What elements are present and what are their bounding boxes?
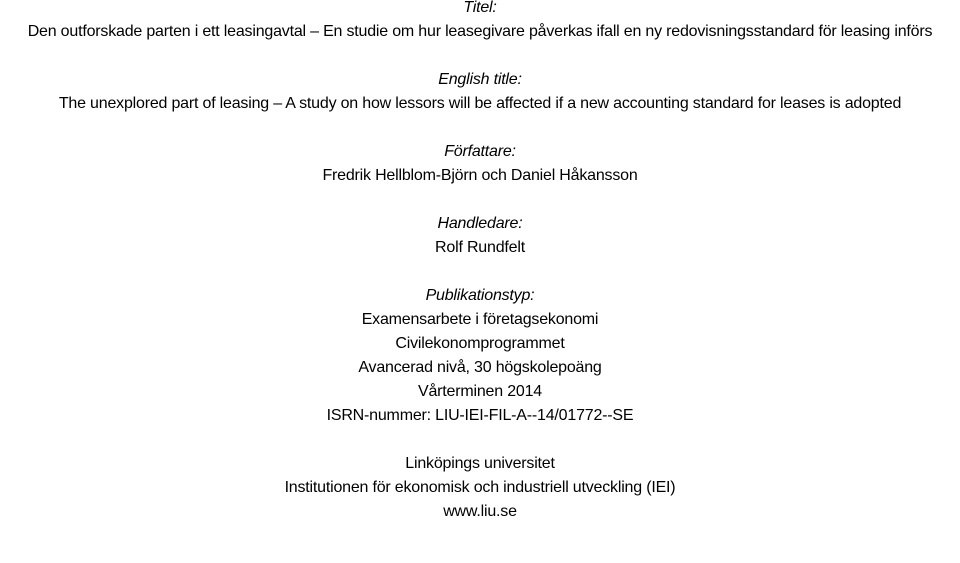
english-title-label: English title: bbox=[438, 71, 522, 88]
university-name: Linköpings universitet bbox=[405, 455, 555, 472]
english-title: The unexplored part of leasing – A study on how lessors will be affected if a new accounting standard for leases is adopted bbox=[58, 95, 902, 112]
supervisor-name: Rolf Rundfelt bbox=[435, 239, 525, 256]
isrn-number: ISRN-nummer: LIU-IEI-FIL-A--14/01772--SE bbox=[326, 407, 634, 424]
supervisor-label: Handledare: bbox=[437, 215, 523, 232]
university-website: www.liu.se bbox=[443, 503, 517, 520]
english-title-section bbox=[0, 68, 960, 116]
title-section bbox=[0, 0, 960, 44]
institution-section bbox=[0, 452, 960, 524]
authors-label: Författare: bbox=[444, 143, 516, 160]
title-label: Titel: bbox=[463, 0, 497, 16]
authors-section bbox=[0, 140, 960, 188]
department-name: Institutionen för ekonomisk och industriell utveckling (IEI) bbox=[284, 479, 676, 496]
term: Vårterminen 2014 bbox=[418, 383, 542, 400]
publication-label: Publikationstyp: bbox=[425, 287, 535, 304]
publication-type: Examensarbete i företagsekonomi bbox=[361, 311, 599, 328]
supervisor-section bbox=[0, 212, 960, 260]
authors-names: Fredrik Hellblom-Björn och Daniel Håkansson bbox=[322, 167, 638, 184]
level-credits: Avancerad nivå, 30 högskolepoäng bbox=[358, 359, 602, 376]
program-name: Civilekonomprogrammet bbox=[395, 335, 565, 352]
publication-section bbox=[0, 284, 960, 428]
swedish-title: Den outforskade parten i ett leasingavtal – En studie om hur leasegivare påverkas ifall en ny redovisningsstandard för leasing införs bbox=[27, 23, 933, 40]
